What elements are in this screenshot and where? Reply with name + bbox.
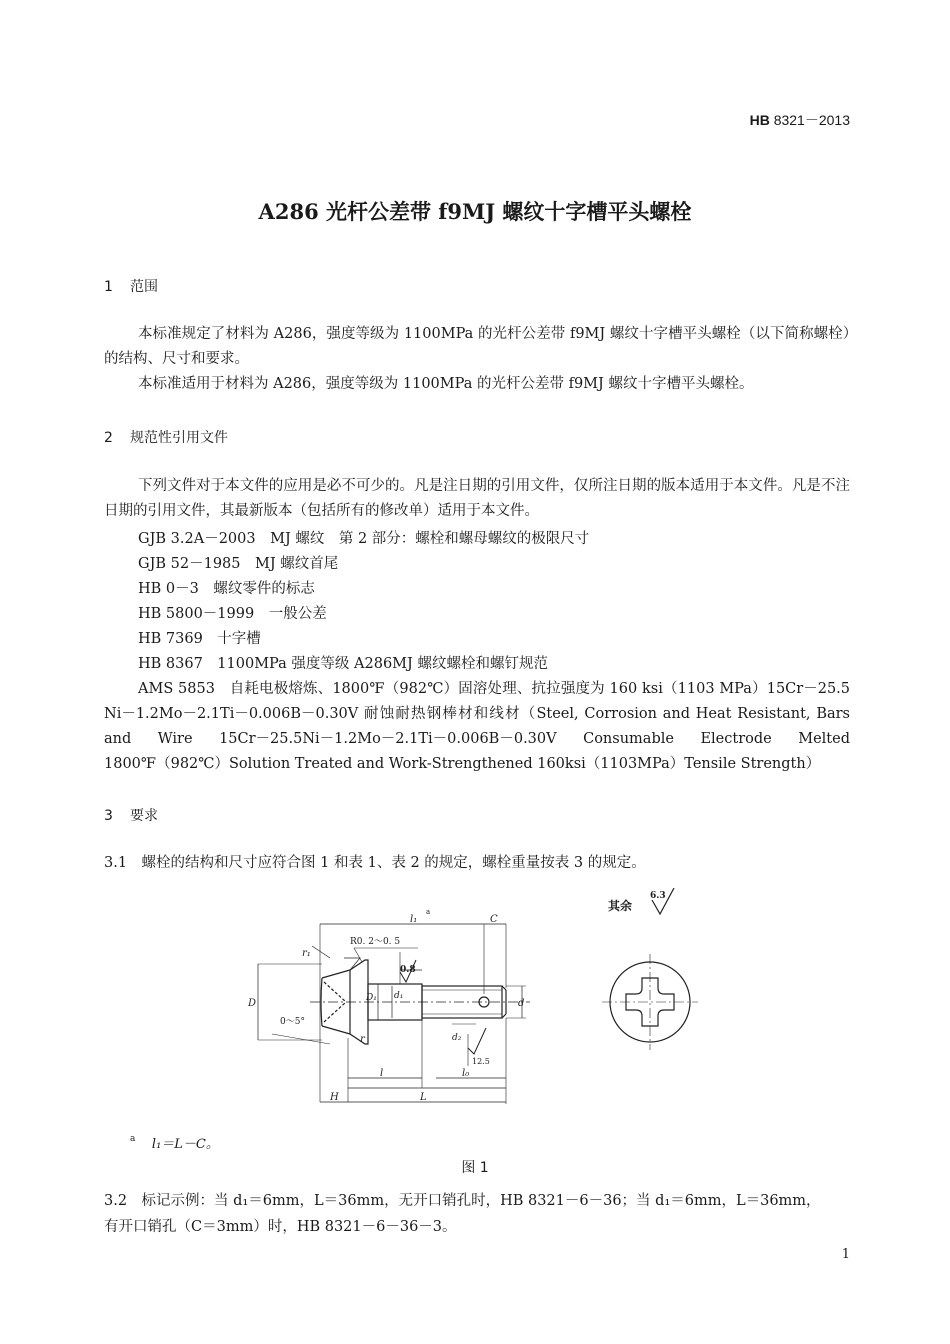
reference-ams: AMS 5853 自耗电极熔炼、1800℉（982℃）固溶处理、抗拉强度为 160 ksi（1103 MPa）15Cr－25.5 Ni－1.2Mo－2.1Ti－0.006B－0.30V 耐蚀耐热钢棒材和线材（Steel, Corrosion and Heat Resistant, Bars and Wire 15Cr－25.5Ni－1.2Mo－2.1Ti－0.006B－0.30V Consumable Electrode Melted 1800℉（982℃）Solution Treated and Work-Strengthened 160ksi（1103MPa）Tensile Strength） bbox=[104, 681, 850, 772]
svg-text:r: r bbox=[360, 1034, 365, 1045]
scope-paragraph-2: 本标准适用于材料为 A286，强度等级为 1100MPa 的光杆公差带 f9MJ 螺纹十字槽平头螺栓。 bbox=[138, 376, 754, 392]
svg-text:6.3: 6.3 bbox=[650, 891, 666, 901]
svg-text:d₁: d₁ bbox=[394, 991, 404, 1001]
document-title: A286 光杆公差带 f9MJ 螺纹十字槽平头螺栓 bbox=[258, 199, 692, 224]
scope-paragraph-1: 本标准规定了材料为 A286，强度等级为 1100MPa 的光杆公差带 f9MJ 螺纹十字槽平头螺栓（以下简称螺栓）的结构、尺寸和要求。 bbox=[104, 326, 850, 367]
svg-text:d: d bbox=[518, 998, 525, 1009]
svg-text:l: l bbox=[380, 1068, 384, 1079]
reference-item: HB 5800－1999 一般公差 bbox=[138, 606, 327, 622]
reference-item: HB 0－3 螺纹零件的标志 bbox=[138, 581, 315, 597]
svg-text:0～5°: 0～5° bbox=[280, 1017, 305, 1027]
section-2-heading: 2 规范性引用文件 bbox=[104, 430, 228, 446]
head-crown bbox=[321, 978, 322, 1026]
normative-intro: 下列文件对于本文件的应用是必不可少的。凡是注日期的引用文件，仅所注日期的版本适用于本文件。凡是不注日期的引用文件，其最新版本（包括所有的修改单）适用于本文件。 bbox=[104, 478, 850, 519]
svg-text:l₀: l₀ bbox=[462, 1068, 470, 1079]
requirement-3-2: 3.2 标记示例：当 d₁＝6mm，L＝36mm，无开口销孔时，HB 8321－6－36；当 d₁＝6mm，L＝36mm， 有开口销孔（C＝3mm）时，HB 8321－6－36－3。 bbox=[104, 1193, 821, 1235]
reference-item: HB 8367 1100MPa 强度等级 A286MJ 螺纹螺栓和螺钉规范 bbox=[138, 656, 548, 672]
svg-text:R0. 2～0. 5: R0. 2～0. 5 bbox=[350, 937, 401, 947]
reference-item: GJB 3.2A－2003 MJ 螺纹 第 2 部分：螺栓和螺母螺纹的极限尺寸 bbox=[138, 531, 590, 547]
svg-text:l₁: l₁ bbox=[410, 914, 418, 925]
svg-text:12.5: 12.5 bbox=[472, 1057, 490, 1066]
section-1-heading: 1 范围 bbox=[104, 279, 158, 295]
svg-text:其余: 其余 bbox=[608, 899, 633, 913]
svg-text:L: L bbox=[420, 1092, 427, 1103]
svg-text:a: a bbox=[426, 908, 431, 916]
svg-text:H: H bbox=[330, 1092, 339, 1103]
reference-item: HB 7369 十字槽 bbox=[138, 631, 261, 647]
svg-text:r₁: r₁ bbox=[302, 948, 311, 959]
scope-text bbox=[104, 322, 850, 397]
figure-caption: 图 1 bbox=[461, 1160, 489, 1176]
svg-text:0.8: 0.8 bbox=[400, 965, 416, 975]
requirement-3-1: 3.1 螺栓的结构和尺寸应符合图 1 和表 1、表 2 的规定，螺栓重量按表 3 的规定。 bbox=[104, 855, 646, 871]
reference-item: GJB 52－1985 MJ 螺纹首尾 bbox=[138, 556, 339, 572]
standard-number: HB 8321－2013 bbox=[749, 112, 850, 128]
svg-text:C: C bbox=[490, 914, 498, 925]
figure-footnote: $^a$ l₁＝L－C。 bbox=[130, 1133, 219, 1152]
svg-text:D₁: D₁ bbox=[366, 993, 377, 1003]
svg-text:D: D bbox=[248, 998, 257, 1009]
section-3-heading: 3 要求 bbox=[104, 808, 158, 824]
bolt-drawing bbox=[240, 888, 720, 1128]
page-number: 1 bbox=[841, 1247, 850, 1262]
svg-text:d₂: d₂ bbox=[452, 1033, 462, 1043]
